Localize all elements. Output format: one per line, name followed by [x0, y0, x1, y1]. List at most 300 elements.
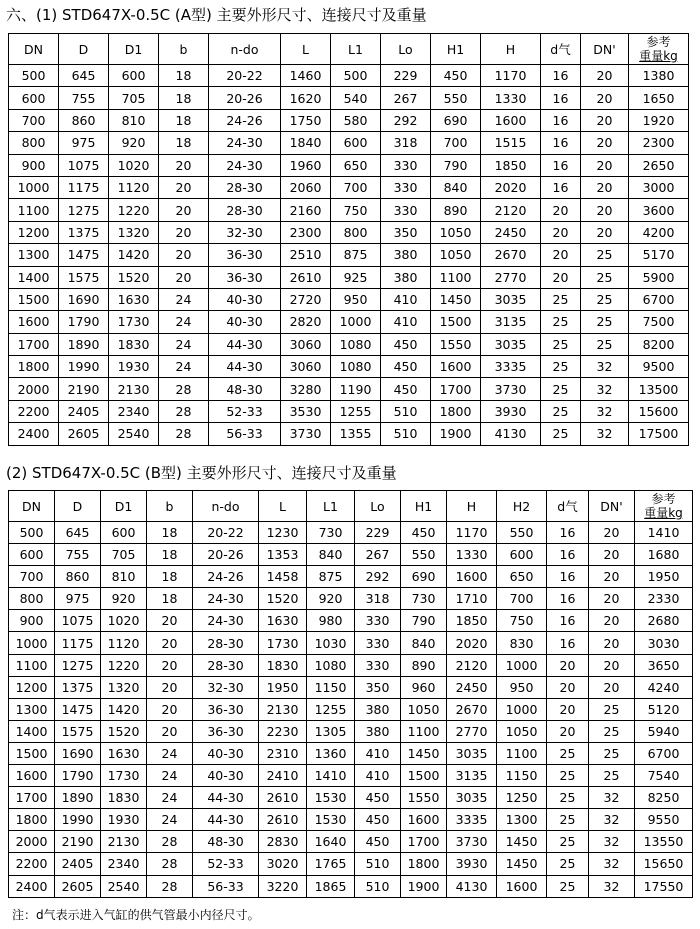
table-cell: 15600 [629, 400, 689, 422]
table-cell: 20 [589, 544, 635, 566]
table-cell: 20 [547, 720, 589, 742]
table-cell: 20 [147, 720, 193, 742]
table-cell: 1255 [331, 400, 381, 422]
table-cell: 13550 [635, 831, 693, 853]
table-cell: 1765 [307, 853, 355, 875]
table-cell: 960 [401, 676, 447, 698]
table-cell: 3280 [281, 378, 331, 400]
table-cell: 32 [581, 423, 629, 445]
table-cell: 2770 [481, 266, 541, 288]
table-cell: 24 [159, 333, 209, 355]
table-cell: 20 [589, 676, 635, 698]
table-cell: 840 [307, 544, 355, 566]
table-cell: 860 [55, 566, 101, 588]
table-cell: 330 [381, 199, 431, 221]
table-cell: 650 [331, 154, 381, 176]
table-cell: 24 [159, 356, 209, 378]
column-header: D [59, 34, 109, 65]
table-cell: 40-30 [193, 765, 259, 787]
table-cell: 25 [589, 720, 635, 742]
table-cell: 1950 [259, 676, 307, 698]
table-cell: 318 [355, 588, 401, 610]
table-cell: 1000 [9, 176, 59, 198]
table-cell: 3730 [447, 831, 497, 853]
table-cell: 13500 [629, 378, 689, 400]
table-cell: 2130 [259, 698, 307, 720]
table-cell: 20 [159, 176, 209, 198]
table-cell: 1320 [101, 676, 147, 698]
table-cell: 20-26 [193, 544, 259, 566]
table-cell: 24-26 [209, 109, 281, 131]
table-cell: 450 [355, 787, 401, 809]
table-cell: 1458 [259, 566, 307, 588]
table-cell: 925 [331, 266, 381, 288]
table-cell: 1100 [431, 266, 481, 288]
table-cell: 318 [381, 132, 431, 154]
table-cell: 8200 [629, 333, 689, 355]
table-cell: 25 [547, 831, 589, 853]
table-row [9, 311, 689, 333]
table-cell: 52-33 [209, 400, 281, 422]
table-cell: 24 [147, 809, 193, 831]
table-cell: 1800 [401, 853, 447, 875]
table-row [9, 654, 693, 676]
column-header: L1 [307, 491, 355, 522]
table-cell: 16 [541, 65, 581, 87]
table-cell: 20 [581, 109, 629, 131]
table-cell: 1410 [635, 522, 693, 544]
table-cell: 18 [147, 588, 193, 610]
table-cell: 1450 [401, 742, 447, 764]
table-row [9, 831, 693, 853]
table-cell: 18 [159, 87, 209, 109]
table-cell: 1410 [307, 765, 355, 787]
table-cell: 975 [59, 132, 109, 154]
table-cell: 2330 [635, 588, 693, 610]
table-cell: 730 [307, 522, 355, 544]
table-cell: 1800 [431, 400, 481, 422]
table-cell: 1600 [9, 765, 55, 787]
table-cell: 330 [355, 654, 401, 676]
table-cell: 1520 [259, 588, 307, 610]
table-cell: 6700 [629, 288, 689, 310]
table-cell: 1020 [101, 610, 147, 632]
table-row [9, 809, 693, 831]
table-cell: 1100 [9, 199, 59, 221]
column-header: L [281, 34, 331, 65]
table-cell: 1075 [59, 154, 109, 176]
table-cell: 16 [541, 132, 581, 154]
dimension-table-b [8, 490, 693, 898]
table-cell: 25 [541, 378, 581, 400]
table-cell: 1355 [331, 423, 381, 445]
table-cell: 20 [581, 199, 629, 221]
table-cell: 2450 [447, 676, 497, 698]
table-cell: 450 [355, 809, 401, 831]
table-row [9, 632, 693, 654]
table-cell: 16 [547, 610, 589, 632]
table-cell: 3035 [481, 333, 541, 355]
table-cell: 410 [381, 311, 431, 333]
column-header: L [259, 491, 307, 522]
column-header: b [147, 491, 193, 522]
table-cell: 2190 [59, 378, 109, 400]
table-cell: 20 [147, 676, 193, 698]
table-cell: 1850 [481, 154, 541, 176]
table-cell: 450 [381, 356, 431, 378]
table-cell: 28 [147, 853, 193, 875]
table-cell: 40-30 [193, 742, 259, 764]
table-cell: 20 [589, 522, 635, 544]
table-cell: 16 [541, 87, 581, 109]
table-cell: 3600 [629, 199, 689, 221]
table-cell: 2130 [109, 378, 159, 400]
table-cell: 890 [431, 199, 481, 221]
table-cell: 1380 [629, 65, 689, 87]
table-cell: 25 [547, 853, 589, 875]
table-row [9, 400, 689, 422]
table-cell: 25 [581, 333, 629, 355]
column-header: L1 [331, 34, 381, 65]
table-cell: 600 [109, 65, 159, 87]
table-cell: 24 [159, 288, 209, 310]
table-cell: 1050 [431, 221, 481, 243]
table-cell: 28-30 [193, 654, 259, 676]
table-cell: 2130 [101, 831, 147, 853]
table-cell: 32-30 [193, 676, 259, 698]
table-cell: 24 [147, 765, 193, 787]
table-cell: 1275 [59, 199, 109, 221]
table-cell: 1890 [55, 787, 101, 809]
table-cell: 20 [581, 176, 629, 198]
column-header: n-do [193, 491, 259, 522]
table-cell: 16 [541, 109, 581, 131]
table-cell: 1200 [9, 676, 55, 698]
table-cell: 16 [541, 154, 581, 176]
table-cell: 1330 [447, 544, 497, 566]
table-cell: 32 [589, 853, 635, 875]
table-cell: 28-30 [209, 176, 281, 198]
column-header: 参考 重量kg [635, 491, 693, 522]
table-cell: 20 [147, 698, 193, 720]
table-cell: 1190 [331, 378, 381, 400]
table-cell: 380 [381, 266, 431, 288]
table-cell: 3335 [447, 809, 497, 831]
table-cell: 1000 [9, 632, 55, 654]
table-cell: 1790 [55, 765, 101, 787]
table-cell: 20-22 [193, 522, 259, 544]
table-cell: 1800 [9, 809, 55, 831]
table-cell: 18 [159, 109, 209, 131]
table-cell: 1600 [401, 809, 447, 831]
table-cell: 2670 [481, 244, 541, 266]
table-cell: 32 [581, 356, 629, 378]
table-cell: 20 [581, 132, 629, 154]
table-cell: 1353 [259, 544, 307, 566]
table-cell: 2200 [9, 853, 55, 875]
table-cell: 5120 [635, 698, 693, 720]
table-cell: 28 [147, 831, 193, 853]
table-b-body [9, 522, 693, 898]
table-cell: 36-30 [209, 266, 281, 288]
table-row [9, 698, 693, 720]
table-cell: 450 [431, 65, 481, 87]
table-cell: 1600 [481, 109, 541, 131]
table-cell: 24-30 [193, 610, 259, 632]
table-cell: 17550 [635, 875, 693, 897]
table-cell: 1600 [431, 356, 481, 378]
table-cell: 1220 [109, 199, 159, 221]
section-b-title: (2) STD647X-0.5C (B型) 主要外形尺寸、连接尺寸及重量 [6, 464, 397, 482]
table-cell: 1550 [431, 333, 481, 355]
table-cell: 510 [381, 423, 431, 445]
table-cell: 1420 [101, 698, 147, 720]
table-cell: 1100 [401, 720, 447, 742]
table-cell: 20 [589, 632, 635, 654]
table-cell: 44-30 [209, 356, 281, 378]
table-cell: 229 [355, 522, 401, 544]
table-cell: 20 [581, 65, 629, 87]
table-cell: 1080 [331, 333, 381, 355]
table-cell: 20 [589, 566, 635, 588]
table-cell: 700 [497, 588, 547, 610]
table-cell: 20 [589, 588, 635, 610]
table-cell: 1730 [259, 632, 307, 654]
table-cell: 2605 [55, 875, 101, 897]
table-cell: 2610 [259, 809, 307, 831]
table-cell: 1620 [281, 87, 331, 109]
table-row [9, 544, 693, 566]
table-cell: 56-33 [209, 423, 281, 445]
table-cell: 28 [159, 400, 209, 422]
table-cell: 2820 [281, 311, 331, 333]
column-header: Lo [355, 491, 401, 522]
table-cell: 25 [581, 266, 629, 288]
column-header: H [481, 34, 541, 65]
table-cell: 17500 [629, 423, 689, 445]
table-cell: 500 [9, 65, 59, 87]
table-cell: 540 [331, 87, 381, 109]
table-cell: 1050 [401, 698, 447, 720]
table-cell: 1800 [9, 356, 59, 378]
table-cell: 380 [355, 720, 401, 742]
table-cell: 24-30 [209, 154, 281, 176]
table-cell: 44-30 [193, 787, 259, 809]
table-row [9, 199, 689, 221]
table-cell: 1950 [635, 566, 693, 588]
table-row [9, 221, 689, 243]
table-cell: 1500 [9, 742, 55, 764]
table-cell: 20 [547, 676, 589, 698]
table-cell: 1990 [55, 809, 101, 831]
table-row [9, 676, 693, 698]
table-cell: 1650 [629, 87, 689, 109]
table-cell: 410 [355, 765, 401, 787]
table-cell: 292 [355, 566, 401, 588]
table-cell: 20 [159, 199, 209, 221]
column-header: DN' [589, 491, 635, 522]
table-cell: 1255 [307, 698, 355, 720]
column-header: D1 [101, 491, 147, 522]
table-cell: 25 [547, 809, 589, 831]
table-cell: 890 [401, 654, 447, 676]
table-cell: 267 [381, 87, 431, 109]
table-cell: 1450 [497, 853, 547, 875]
table-cell: 920 [101, 588, 147, 610]
table-cell: 1080 [307, 654, 355, 676]
table-cell: 650 [497, 566, 547, 588]
table-a-header-row [9, 34, 689, 65]
table-cell: 1050 [497, 720, 547, 742]
table-cell: 755 [59, 87, 109, 109]
table-row [9, 65, 689, 87]
table-cell: 1920 [629, 109, 689, 131]
table-cell: 32 [581, 400, 629, 422]
table-cell: 2020 [447, 632, 497, 654]
table-cell: 229 [381, 65, 431, 87]
table-cell: 25 [541, 423, 581, 445]
table-cell: 1500 [401, 765, 447, 787]
table-cell: 1630 [259, 610, 307, 632]
table-row [9, 875, 693, 897]
column-header: DN [9, 491, 55, 522]
table-row [9, 378, 689, 400]
table-cell: 267 [355, 544, 401, 566]
table-cell: 1175 [55, 632, 101, 654]
table-cell: 25 [581, 244, 629, 266]
column-header: D [55, 491, 101, 522]
table-cell: 2020 [481, 176, 541, 198]
table-cell: 20 [159, 221, 209, 243]
table-cell: 2340 [109, 400, 159, 422]
table-cell: 1475 [59, 244, 109, 266]
table-cell: 550 [497, 522, 547, 544]
table-cell: 690 [431, 109, 481, 131]
table-cell: 24-30 [193, 588, 259, 610]
table-cell: 1830 [101, 787, 147, 809]
table-cell: 1700 [431, 378, 481, 400]
table-cell: 705 [101, 544, 147, 566]
table-cell: 25 [581, 311, 629, 333]
table-cell: 600 [331, 132, 381, 154]
table-cell: 20 [547, 654, 589, 676]
table-cell: 730 [401, 588, 447, 610]
table-cell: 25 [541, 333, 581, 355]
column-header: d气 [541, 34, 581, 65]
table-cell: 3060 [281, 333, 331, 355]
table-cell: 3030 [635, 632, 693, 654]
table-cell: 800 [331, 221, 381, 243]
table-cell: 1730 [109, 311, 159, 333]
table-cell: 700 [431, 132, 481, 154]
table-cell: 1450 [431, 288, 481, 310]
table-cell: 1840 [281, 132, 331, 154]
table-cell: 1700 [401, 831, 447, 853]
table-cell: 2680 [635, 610, 693, 632]
table-cell: 3000 [629, 176, 689, 198]
table-cell: 1630 [109, 288, 159, 310]
table-cell: 25 [547, 765, 589, 787]
table-cell: 1600 [497, 875, 547, 897]
table-cell: 2060 [281, 176, 331, 198]
table-cell: 3650 [635, 654, 693, 676]
column-header: H2 [497, 491, 547, 522]
table-cell: 1700 [9, 787, 55, 809]
table-cell: 25 [589, 698, 635, 720]
table-cell: 380 [355, 698, 401, 720]
table-cell: 550 [431, 87, 481, 109]
table-cell: 24 [147, 742, 193, 764]
table-cell: 25 [547, 875, 589, 897]
table-cell: 1400 [9, 720, 55, 742]
table-cell: 2770 [447, 720, 497, 742]
table-cell: 1930 [101, 809, 147, 831]
table-cell: 20 [547, 698, 589, 720]
dimension-table-a [8, 33, 689, 446]
table-cell: 1100 [9, 654, 55, 676]
table-cell: 7540 [635, 765, 693, 787]
table-cell: 20-22 [209, 65, 281, 87]
table-cell: 1515 [481, 132, 541, 154]
table-cell: 1790 [59, 311, 109, 333]
table-cell: 1530 [307, 809, 355, 831]
table-cell: 1200 [9, 221, 59, 243]
table-cell: 15650 [635, 853, 693, 875]
table-row [9, 244, 689, 266]
table-cell: 3530 [281, 400, 331, 422]
table-cell: 18 [159, 65, 209, 87]
table-cell: 18 [159, 132, 209, 154]
table-cell: 510 [381, 400, 431, 422]
table-cell: 1830 [259, 654, 307, 676]
table-cell: 3060 [281, 356, 331, 378]
table-cell: 7500 [629, 311, 689, 333]
table-cell: 5900 [629, 266, 689, 288]
column-header: DN [9, 34, 59, 65]
table-cell: 3730 [281, 423, 331, 445]
table-cell: 950 [497, 676, 547, 698]
table-row [9, 787, 693, 809]
table-cell: 1120 [101, 632, 147, 654]
table-cell: 1520 [101, 720, 147, 742]
table-cell: 16 [547, 522, 589, 544]
table-cell: 1520 [109, 266, 159, 288]
table-cell: 500 [9, 522, 55, 544]
table-row [9, 288, 689, 310]
table-cell: 2650 [629, 154, 689, 176]
table-cell: 550 [401, 544, 447, 566]
section-a-title: 六、(1) STD647X-0.5C (A型) 主要外形尺寸、连接尺寸及重量 [6, 6, 427, 24]
table-cell: 330 [381, 154, 431, 176]
table-cell: 2200 [9, 400, 59, 422]
table-cell: 1690 [55, 742, 101, 764]
table-a-body [9, 65, 689, 446]
table-cell: 56-33 [193, 875, 259, 897]
table-cell: 8250 [635, 787, 693, 809]
table-cell: 1865 [307, 875, 355, 897]
table-row [9, 588, 693, 610]
table-cell: 2405 [59, 400, 109, 422]
table-cell: 1640 [307, 831, 355, 853]
table-cell: 600 [9, 544, 55, 566]
table-cell: 6700 [635, 742, 693, 764]
table-cell: 350 [355, 676, 401, 698]
table-row [9, 176, 689, 198]
table-cell: 950 [331, 288, 381, 310]
table-cell: 645 [55, 522, 101, 544]
table-cell: 1250 [497, 787, 547, 809]
table-cell: 16 [547, 544, 589, 566]
